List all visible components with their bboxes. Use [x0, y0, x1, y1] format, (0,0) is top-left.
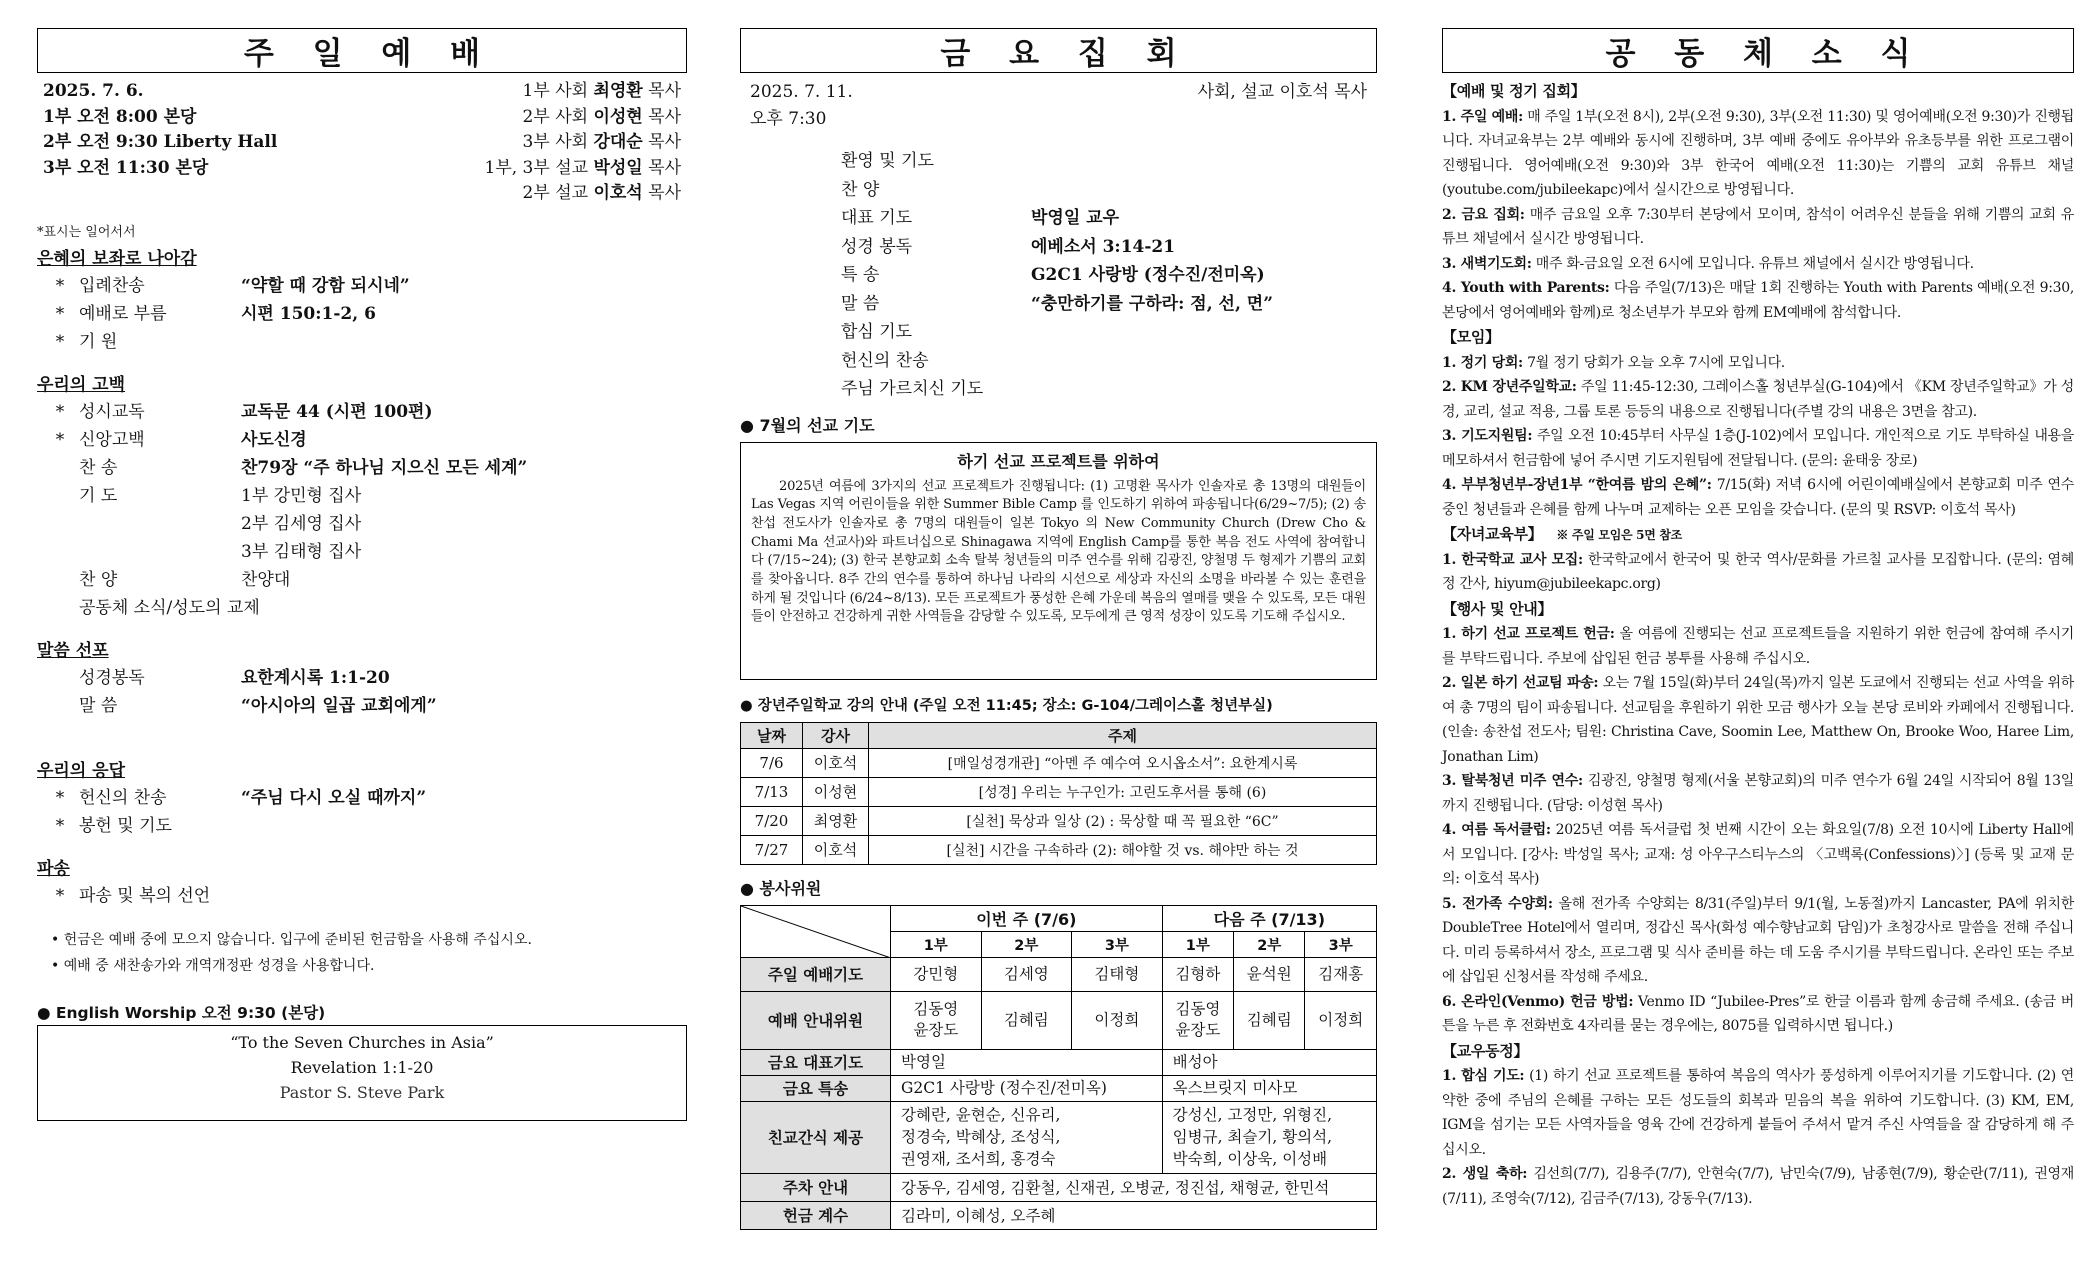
stand-mark: *	[55, 815, 65, 836]
news-body	[1442, 79, 2074, 1211]
mission-box-title: 하기 선교 프로젝트를 위하여	[957, 451, 1160, 471]
order-value: “주님 다시 오실 때까지”	[241, 787, 427, 808]
friday-column	[740, 28, 1377, 1230]
table-cell: 최영환	[803, 806, 869, 835]
friday-order-item	[841, 204, 1377, 233]
news-section-heading: 【모임】	[1442, 328, 1500, 346]
table-cell: 7/6	[741, 748, 803, 777]
stand-note: *표시는 일어서서	[37, 224, 136, 240]
table-cell: 김동영 윤장도	[891, 991, 982, 1049]
table-cell: 김혜림	[1234, 991, 1305, 1049]
order-label: 기 원	[79, 331, 118, 352]
english-worship-title: ● English Worship 오전 9:30 (본당)	[37, 1003, 326, 1022]
order-label: 공동체 소식/성도의 교제	[79, 597, 260, 618]
friday-order-item	[841, 176, 1377, 205]
news-item: 1. 정기 당회: 7월 정기 당회가 오늘 오후 7시에 모입니다.	[1442, 354, 1785, 371]
order-label: 말 씀	[79, 695, 118, 716]
next-week-header: 다음 주 (7/13)	[1162, 905, 1376, 931]
mission-text: 2025년 여름에 3가지의 선교 프로젝트가 진행됩니다: (1) 고명환 목사가 인솔자로 총 13명의 대원들이 Las Vegas 지역 어린이들을 위한 Summer Bible Camp 를 인도하기 위하여 파송됩니다(6/29~7/5); (2) 송찬섭 전도사가 인솔자로 총 7명의 대원들이 일본 Tokyo 의 New Community Church (Drew Cho & Chami Ma 선교사)와 파트너십으로 Shinagawa 지역에 English Camp를 통한 복음 전도 사역에 참여합니다 (7/15~24); (3) 한국 본향교회 소속 탈북 청년들의 미주 연수를 위해 김광진, 양철명 두 형제가 기쁨의 교회를 찾아옵니다. 8주 간의 연수를 통하여 하나님 나라의 시선으로 세상과 자신의 소명을 바라볼 수 있는 훈련을 하게 될 것입니다 (6/24~8/13). 모든 프로젝트가 풍성한 은혜 가운데 복음의 열매를 맺을 수 있도록, 모든 대원들이 안전하고 건강하게 귀한 사역들을 감당할 수 있도록, 모두에게 큰 영적 성장이 있도록 기도해 주십시오.	[751, 478, 1366, 625]
order-label: 찬 양	[79, 569, 118, 590]
table-row	[741, 777, 1377, 806]
table-cell: 김라미, 이혜성, 오주혜	[891, 1201, 1377, 1229]
news-item: 4. 여름 독서클럽: 2025년 여름 독서클럽 첫 번째 시간이 오는 화요일(7/8) 오전 10시에 Liberty Hall에서 모입니다. [강사: 박성일 목사; 교재: 성 아우구스티누스의 〈고백록(Confessions)〉] (등록 및 교재 문의: 이호석 목사)	[1442, 822, 2074, 887]
order-item	[37, 882, 687, 910]
mission-prayer-box	[740, 442, 1377, 680]
order-section-title: 우리의 고백	[37, 374, 126, 395]
order-item	[37, 328, 687, 356]
news-item: 1. 주일 예배: 매 주일 1부(오전 8시), 2부(오전 9:30), 3부(오전 11:30) 및 영어예배(오전 9:30)가 진행됩니다. 자녀교육부는 2부 예배와 동시에 진행하며, 3부 예배 중에도 유아부와 유초등부를 위한 프로그램이 진행됩니다. 영어예배(오전 9:30)와 3부 한국어 예배(오전 11:30)는 기쁨의 교회 유튜브 채널(youtube.com/jubileekapc)에서 실시간으로 방영됩니다.	[1442, 108, 2074, 198]
service-leader: 1부, 3부 설교 박성일 목사	[484, 157, 681, 178]
order-item	[37, 664, 687, 692]
diagonal-line	[741, 906, 891, 958]
service-sub-header: 3부	[1072, 931, 1163, 957]
service-sub-header: 2부	[1234, 931, 1305, 957]
table-cell: 7/13	[741, 777, 803, 806]
row-label: 금요 특송	[741, 1075, 891, 1101]
mission-prayer-title: ● 7월의 선교 기도	[740, 415, 875, 435]
order-label: 파송 및 복의 선언	[79, 885, 211, 906]
order-label: 성시교독	[79, 401, 145, 422]
order-value	[241, 328, 687, 356]
stand-mark	[49, 566, 71, 594]
stand-mark: *	[55, 885, 65, 906]
service-time: 2부 오전 9:30 Liberty Hall	[43, 132, 278, 152]
stand-mark	[49, 664, 71, 692]
order-value: 시편 150:1-2, 6	[241, 303, 376, 324]
friday-order-label: 합심 기도	[841, 322, 913, 342]
table-cell: 김태형	[1072, 957, 1163, 991]
order-label: 찬 송	[79, 457, 118, 478]
news-item: 1. 한국학교 교사 모집: 한국학교에서 한국어 및 한국 역사/문화를 가르칠 교사를 모집합니다. (문의: 염혜정 간사, hiyum@jubileekapc.org)	[1442, 551, 2074, 592]
order-label: 신앙고백	[79, 429, 145, 450]
order-value: 찬양대	[241, 569, 291, 590]
volunteers-corner	[741, 905, 891, 957]
table-cell: [실천] 묵상과 일상 (2) : 묵상할 때 꼭 필요한 “6C”	[869, 806, 1377, 835]
order-item	[37, 566, 687, 594]
table-cell: 강동우, 김세영, 김환철, 신재권, 오병균, 정진섭, 채형균, 한민석	[891, 1173, 1377, 1201]
km-header: 주제	[869, 722, 1377, 748]
order-item	[37, 454, 687, 482]
friday-order-item	[841, 147, 1377, 176]
friday-order-item	[841, 347, 1377, 376]
friday-info	[740, 79, 1377, 133]
friday-order-label: 대표 기도	[841, 208, 913, 228]
table-cell: 박영일	[891, 1049, 1163, 1075]
friday-header: 금 요 집 회	[740, 28, 1377, 73]
worship-notes	[37, 926, 687, 977]
table-cell: 강성신, 고정만, 위형진, 임병규, 최슬기, 황의석, 박숙희, 이상욱, 이성배	[1162, 1101, 1376, 1173]
service-sub-header: 1부	[891, 931, 982, 957]
order-section-title: 파송	[37, 858, 70, 879]
table-row	[741, 1049, 1377, 1075]
friday-order-label: 특 송	[841, 265, 880, 285]
order-item	[37, 538, 687, 566]
table-row	[741, 957, 1377, 991]
news-item: 3. 탈북청년 미주 연수: 김광진, 양철명 형제(서울 본향교회)의 미주 연수가 6월 24일 시작되어 8월 13일까지 진행됩니다. (담당: 이성현 목사)	[1442, 773, 2074, 814]
friday-order-value: “충만하기를 구하라: 점, 선, 면”	[1031, 293, 1273, 314]
stand-mark	[49, 594, 71, 622]
stand-mark	[49, 482, 71, 510]
stand-mark	[49, 454, 71, 482]
table-row	[741, 1201, 1377, 1229]
friday-order	[740, 147, 1377, 404]
order-value: 찬79장 “주 하나님 지으신 모든 세계”	[241, 457, 528, 478]
sunday-worship-header: 주 일 예 배	[37, 28, 687, 73]
order-label: 성경봉독	[79, 667, 145, 688]
friday-order-item	[841, 375, 1377, 404]
km-header: 날짜	[741, 722, 803, 748]
friday-order-item	[841, 233, 1377, 262]
sunday-date: 2025. 7. 6.	[43, 81, 144, 101]
table-row	[741, 806, 1377, 835]
service-sub-header: 3부	[1305, 931, 1377, 957]
table-cell: 김형하	[1162, 957, 1233, 991]
order-value: “약할 때 강함 되시네”	[241, 275, 410, 296]
order-label: 기 도	[79, 485, 118, 506]
stand-mark: *	[55, 787, 65, 808]
order-label: 봉헌 및 기도	[79, 815, 172, 836]
volunteers-table	[740, 905, 1377, 1230]
table-cell: 강민형	[891, 957, 982, 991]
table-row	[741, 748, 1377, 777]
row-label: 주차 안내	[741, 1173, 891, 1201]
table-cell: 윤석원	[1234, 957, 1305, 991]
order-item	[37, 300, 687, 328]
order-item	[37, 812, 687, 840]
friday-order-label: 헌신의 찬송	[841, 350, 929, 371]
table-row	[741, 1101, 1377, 1173]
table-cell: [성경] 우리는 누구인가: 고린도후서를 통해 (6)	[869, 777, 1377, 806]
order-value: 교독문 44 (시편 100편)	[241, 401, 433, 422]
friday-order-value: 에베소서 3:14-21	[1031, 236, 1176, 257]
stand-mark	[49, 538, 71, 566]
service-leader: 3부 사회 강대순 목사	[522, 132, 681, 152]
table-cell: 이정희	[1305, 991, 1377, 1049]
stand-mark: *	[55, 275, 65, 296]
sunday-worship-column	[37, 28, 687, 1121]
news-item: 2. 생일 축하: 김선희(7/7), 김용주(7/7), 안현숙(7/7), 남민숙(7/9), 남종현(7/9), 황순란(7/11), 권영재(7/11), 조영숙(7/12), 김금주(7/13), 강동우(7/13).	[1442, 1166, 2074, 1207]
friday-order-label: 성경 봉독	[841, 236, 913, 257]
km-lecture-title: ● 장년주일학교 강의 안내 (주일 오전 11:45; 장소: G-104/그레이스홀 청년부실)	[740, 697, 1273, 714]
order-label	[71, 538, 241, 566]
note-item: • 예배 중 새찬송가와 개역개정판 성경을 사용합니다.	[51, 957, 375, 974]
order-item	[37, 482, 687, 510]
service-sub-header: 1부	[1162, 931, 1233, 957]
friday-order-value	[1031, 375, 1377, 404]
row-label: 친교간식 제공	[741, 1101, 891, 1173]
order-item	[37, 594, 687, 622]
english-preacher: Pastor S. Steve Park	[279, 1082, 445, 1102]
news-item: 3. 새벽기도회: 매주 화-금요일 오전 6시에 모입니다. 유튜브 채널에서 실시간 방영됩니다.	[1442, 255, 1974, 272]
english-sermon-title: “To the Seven Churches in Asia”	[230, 1032, 494, 1052]
friday-order-label: 환영 및 기도	[841, 151, 934, 171]
order-value: “아시아의 일곱 교회에게”	[241, 695, 437, 716]
table-row	[741, 1173, 1377, 1201]
service-leader: 2부 설교 이호석 목사	[522, 183, 681, 203]
table-cell: [실천] 시간을 구속하라 (2): 해야할 것 vs. 해야만 하는 것	[869, 835, 1377, 864]
friday-order-value	[1031, 347, 1377, 376]
row-label: 주일 예배기도	[741, 957, 891, 991]
km-header: 강사	[803, 722, 869, 748]
table-cell: 이성현	[803, 777, 869, 806]
table-cell: 강혜란, 윤현순, 신유리, 정경숙, 박혜상, 조성식, 권영재, 조서희, 홍경숙	[891, 1101, 1163, 1173]
order-value	[260, 594, 687, 622]
table-row	[741, 835, 1377, 864]
order-label: 헌신의 찬송	[79, 787, 167, 808]
order-label: 예배로 부름	[79, 303, 167, 324]
table-cell: 김동영 윤장도	[1162, 991, 1233, 1049]
table-row	[741, 1075, 1377, 1101]
table-row	[741, 991, 1377, 1049]
friday-order-label: 주님 가르치신 기도	[841, 379, 984, 399]
news-column	[1442, 28, 2074, 1211]
order-value	[241, 882, 687, 910]
news-section-heading: 【교우동정】	[1442, 1041, 1529, 1060]
order-value: 1부 강민형 집사	[241, 485, 362, 506]
order-value: 2부 김세영 집사	[241, 513, 362, 534]
news-item: 5. 전가족 수양회: 올해 전가족 수양회는 8/31(주일)부터 9/1(월, 노동절)까지 Lancaster, PA에 위치한 DoubleTree Hotel에서 열리며, 정갑신 목사(화성 예수향남교회 담임)가 초청강사로 말씀을 전해 주십니다. 미리 등록하셔서 장소, 프로그램 및 식사 준비를 하는 데 도움 주시기를 부탁드립니다. 온라인 또는 주보에 삽입된 신청서를 작성해 주세요.	[1442, 895, 2074, 985]
news-item: 6. 온라인(Venmo) 헌금 방법: Venmo ID “Jubilee-Pres”로 한글 이름과 함께 송금해 주세요. (송금 버튼을 누른 후 전화번호 4자리를 묻는 경우에는, 8075를 입력하시면 됩니다.)	[1442, 993, 2074, 1034]
order-section-title: 말씀 선포	[37, 640, 109, 661]
service-times	[43, 79, 277, 207]
table-cell: 옥스브릿지 미사모	[1162, 1075, 1376, 1101]
note-item: • 헌금은 예배 중에 모으지 않습니다. 입구에 준비된 헌금함을 사용해 주십시오.	[51, 931, 532, 948]
news-section-heading: 【예배 및 정기 집회】	[1442, 82, 1586, 100]
service-leader: 1부 사회 최영환 목사	[522, 81, 681, 101]
news-item: 3. 기도지원팀: 주일 오전 10:45부터 사무실 1층(J-102)에서 모입니다. 개인적으로 기도 부탁하실 내용을 메모하셔서 헌금함에 넣어 주시면 기도지원팀에 전달됩니다. (문의: 윤태웅 장로)	[1442, 428, 2074, 469]
order-section-title: 우리의 응답	[37, 760, 126, 781]
news-section-heading: 【자녀교육부】 ※ 주일 모임은 5면 참조	[1442, 525, 1682, 543]
english-scripture: Revelation 1:1-20	[290, 1057, 434, 1077]
table-cell: 김세영	[981, 957, 1072, 991]
order-label: 입례찬송	[79, 275, 145, 296]
table-cell: 이호석	[803, 748, 869, 777]
service-time: 3부 오전 11:30 본당	[43, 157, 209, 178]
news-item: 2. 금요 집회: 매주 금요일 오후 7:30부터 본당에서 모이며, 참석이 어려우신 분들을 위해 기쁨의 교회 유튜브 채널에서 실시간 방영됩니다.	[1442, 206, 2074, 247]
this-week-header: 이번 주 (7/6)	[891, 905, 1163, 931]
order-label	[71, 510, 241, 538]
order-item	[37, 426, 687, 454]
friday-order-item	[841, 318, 1377, 347]
volunteers-title: ● 봉사위원	[740, 878, 822, 898]
friday-time: 오후 7:30	[750, 109, 827, 129]
friday-order-item	[841, 290, 1377, 319]
service-time: 1부 오전 8:00 본당	[43, 106, 197, 127]
table-cell: 배성아	[1162, 1049, 1376, 1075]
english-worship-box	[37, 1025, 687, 1121]
service-sub-header: 2부	[981, 931, 1072, 957]
sunday-service-info	[37, 79, 687, 207]
stand-mark: *	[55, 401, 65, 422]
news-section-heading: 【행사 및 안내】	[1442, 599, 1553, 618]
news-item: 1. 하기 선교 프로젝트 헌금: 올 여름에 진행되는 선교 프로젝트들을 지원하기 위한 헌금에 참여해 주시기를 부탁드립니다. 주보에 삽입된 헌금 봉투를 사용해 주십시오.	[1442, 626, 2075, 667]
row-label: 금요 대표기도	[741, 1049, 891, 1075]
order-value: 3부 김태형 집사	[241, 541, 362, 562]
order-section-title: 은혜의 보좌로 나아감	[37, 248, 197, 269]
service-leaders	[485, 79, 681, 207]
stand-mark: *	[55, 429, 65, 450]
order-item	[37, 510, 687, 538]
table-cell: 김재홍	[1305, 957, 1377, 991]
stand-mark: *	[55, 303, 65, 324]
friday-order-item	[841, 261, 1377, 290]
table-cell: 이호석	[803, 835, 869, 864]
order-value	[241, 812, 687, 840]
friday-order-value: G2C1 사랑방 (정수진/전미옥)	[1031, 265, 1265, 285]
order-value: 요한계시록 1:1-20	[241, 667, 390, 688]
friday-order-value	[1031, 147, 1377, 176]
news-item: 2. 일본 하기 선교팀 파송: 오는 7월 15일(화)부터 24일(목)까지 일본 도쿄에서 진행되는 선교 사역을 위하여 총 7명의 팀이 파송됩니다. 선교팀을 후원하기 위한 모금 행사가 오늘 본당 로비와 카페에서 진행됩니다. (인솔: 송찬섭 전도사; 팀원: Christina Cave, Soomin Lee, Matthew On, Brooke Woo, Haree Lim, Jonathan Lim)	[1442, 675, 2074, 765]
friday-order-label: 말 씀	[841, 293, 880, 314]
stand-mark	[49, 510, 71, 538]
order-item	[37, 784, 687, 812]
stand-mark	[49, 692, 71, 720]
order-item	[37, 272, 687, 300]
order-item	[37, 398, 687, 426]
friday-leader: 사회, 설교 이호석 목사	[1197, 82, 1367, 102]
friday-date: 2025. 7. 11.	[750, 82, 853, 102]
stand-mark: *	[55, 331, 65, 352]
worship-order	[37, 246, 687, 910]
news-item: 4. 부부청년부-장년1부 “한여름 밤의 은혜”: 7/15(화) 저녁 6시에 어린이예배실에서 본향교회 미주 연수 중인 청년들과 은혜를 함께 나누며 교제하는 오픈 모임을 갖습니다. (문의 및 RSVP: 이호석 목사)	[1442, 477, 2074, 518]
table-cell: 7/20	[741, 806, 803, 835]
service-leader: 2부 사회 이성현 목사	[522, 106, 681, 127]
table-cell: 7/27	[741, 835, 803, 864]
news-item: 2. KM 장년주일학교: 주일 11:45-12:30, 그레이스홀 청년부실(G-104)에서 《KM 장년주일학교》가 성경, 교리, 설교 적용, 그룹 토론 등등의 내용으로 진행됩니다(주별 강의 내용은 3면을 참고).	[1442, 379, 2074, 420]
news-item: 4. Youth with Parents: 다음 주일(7/13)은 매달 1회 진행하는 Youth with Parents 예배(오전 9:30, 본당에서 영어예배와 함께)로 청소년부가 부모와 함께 EM예배에 참석합니다.	[1442, 280, 2074, 321]
friday-order-label: 찬 양	[841, 179, 880, 200]
news-item: 1. 합심 기도: (1) 하기 선교 프로젝트를 통하여 복음의 역사가 풍성하게 이루어지기를 기도합니다. (2) 연약한 중에 주님의 은혜를 구하는 모든 성도들의 회복과 믿음의 복을 위하여 기도합니다. (3) KM, EM, IGM을 섬기는 모든 사역자들을 영육 간에 건강하게 붙들어 주셔서 맡겨 주신 사역들을 잘 감당하게 해 주십시오.	[1442, 1068, 2074, 1158]
km-lecture-table	[740, 722, 1377, 865]
order-value: 사도신경	[241, 429, 307, 450]
row-label: 예배 안내위원	[741, 991, 891, 1049]
order-item	[37, 692, 687, 720]
row-label: 헌금 계수	[741, 1201, 891, 1229]
table-cell: [매일성경개관] “아멘 주 예수여 오시옵소서”: 요한계시록	[869, 748, 1377, 777]
table-cell: 김혜림	[981, 991, 1072, 1049]
news-header: 공 동 체 소 식	[1442, 28, 2074, 73]
table-cell: G2C1 사랑방 (정수진/전미옥)	[891, 1075, 1163, 1101]
friday-order-value	[1031, 318, 1377, 347]
friday-order-value: 박영일 교우	[1031, 208, 1120, 228]
friday-order-value	[1031, 176, 1377, 205]
table-cell: 이정희	[1072, 991, 1163, 1049]
